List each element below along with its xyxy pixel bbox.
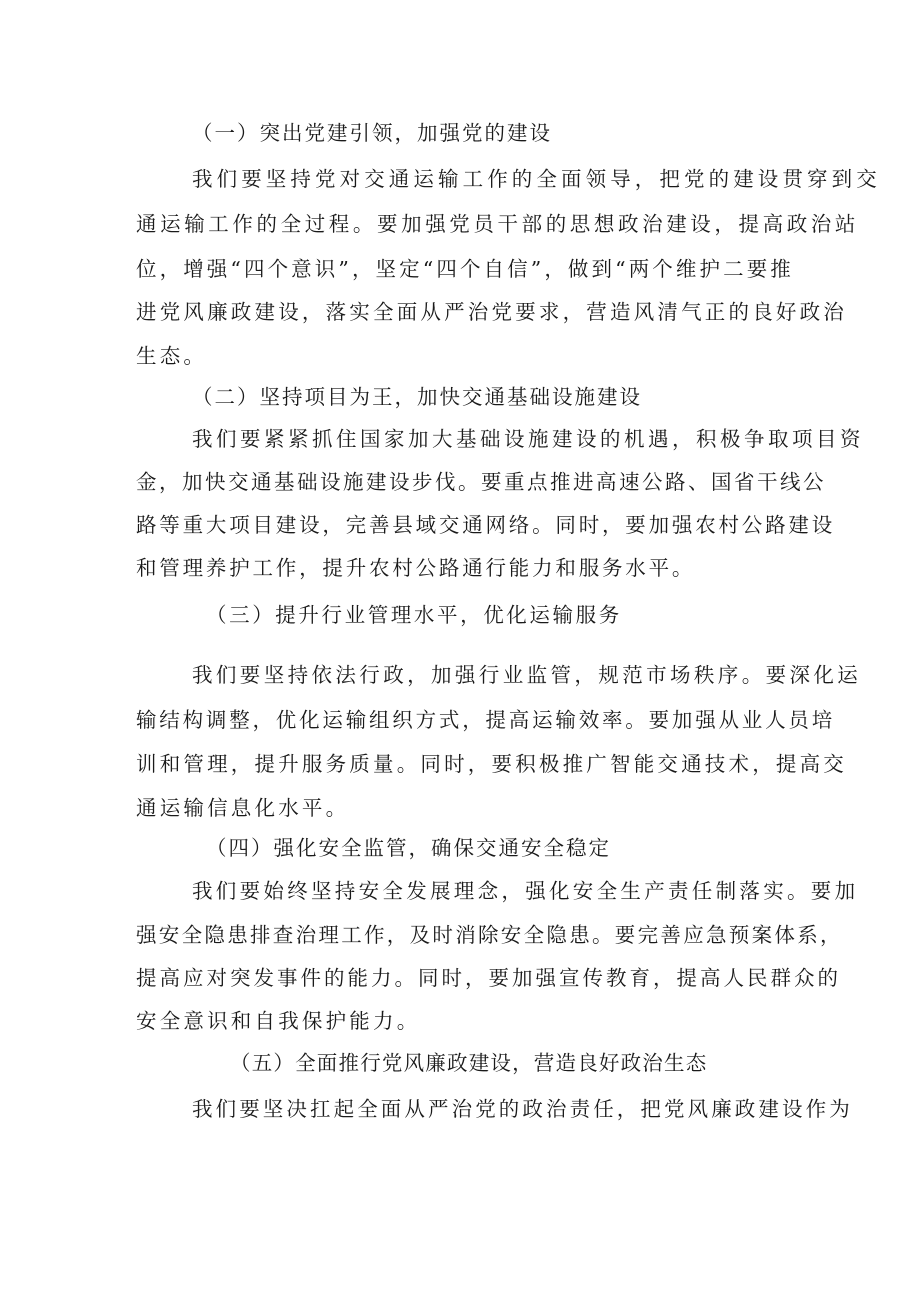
paragraph-line: 我们要坚持党对交通运输工作的全面领导，把党的建设贯穿到交 [192, 167, 881, 191]
paragraph-line: 我们要紧紧抓住国家加大基础设施建设的机遇，积极争取项目资 [192, 427, 864, 451]
paragraph-line: 我们要始终坚持安全发展理念，强化安全生产责任制落实。要加 [192, 879, 859, 903]
paragraph-line: 通运输工作的全过程。要加强党员干部的思想政治建设，提高政治站 [136, 212, 859, 236]
paragraph-line: 位，增强“四个意识”，坚定“四个自信”，做到“两个维护二要推 [136, 257, 794, 281]
paragraph-line: 强安全隐患排查治理工作，及时消除安全隐患。要完善应急预案体系， [136, 923, 843, 947]
paragraph-line: 生态。 [136, 344, 208, 368]
paragraph-line: 通运输信息化水平。 [136, 796, 350, 820]
section-heading: （四）强化安全监管，确保交通安全稳定 [206, 836, 611, 860]
paragraph-line: 我们要坚决扛起全面从严治党的政治责任，把党风廉政建设作为 [192, 1097, 853, 1121]
paragraph-line: 输结构调整，优化运输组织方式，提高运输效率。要加强从业人员培 [136, 708, 835, 732]
paragraph-line: 金，加快交通基础设施建设步伐。要重点推进高速公路、国省干线公 [136, 470, 826, 494]
section-heading: （五）全面推行党风廉政建设，营造良好政治生态 [230, 1051, 708, 1075]
paragraph-line: 进党风廉政建设，落实全面从严治党要求，营造风清气正的良好政治 [136, 300, 847, 324]
paragraph-line: 提高应对突发事件的能力。同时，要加强宣传教育，提高人民群众的 [136, 966, 841, 990]
section-heading: （二）坚持项目为王，加快交通基础设施建设 [192, 385, 642, 409]
paragraph-line: 我们要坚持依法行政，加强行业监管，规范市场秩序。要深化运 [192, 663, 862, 687]
paragraph-line: 安全意识和自我保护能力。 [136, 1009, 421, 1033]
section-heading: （一）突出党建引领，加强党的建设 [192, 121, 552, 145]
paragraph-line: 和管理养护工作，提升农村公路通行能力和服务水平。 [136, 556, 696, 580]
paragraph-line: 训和管理，提升服务质量。同时，要积极推广智能交通技术，提高交 [136, 752, 847, 776]
section-heading: （三）提升行业管理水平，优化运输服务 [206, 603, 622, 627]
paragraph-line: 路等重大项目建设，完善县域交通网络。同时，要加强农村公路建设 [136, 513, 835, 537]
